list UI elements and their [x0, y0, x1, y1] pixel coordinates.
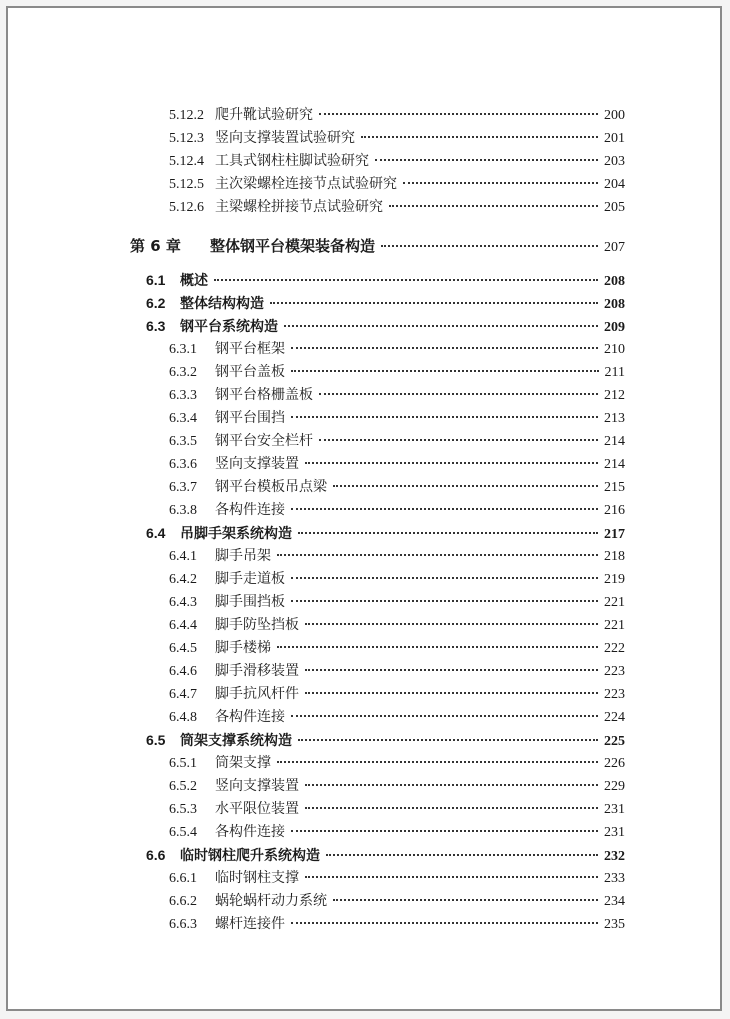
section-number: 6.4.7 [169, 687, 197, 702]
document-page [6, 6, 722, 1011]
page-number: 221 [604, 618, 625, 633]
section-number: 6.3.1 [169, 342, 197, 357]
toc-entry [169, 106, 625, 125]
page-number: 224 [604, 710, 625, 725]
section-title: 蜗轮蜗杆动力系统 [215, 893, 327, 909]
toc-entry [169, 455, 625, 474]
section-title: 竖向支撑装置试验研究 [215, 130, 355, 146]
toc-entry [169, 386, 625, 405]
toc-entry [169, 869, 625, 888]
section-title: 脚手吊架 [215, 548, 271, 564]
section-title: 各构件连接 [215, 709, 285, 725]
section-title: 钢平台模板吊点梁 [215, 479, 327, 495]
dot-leader [284, 325, 598, 327]
toc-entry [169, 616, 625, 635]
section-title: 吊脚手架系统构造 [180, 526, 292, 542]
section-title: 脚手防坠挡板 [215, 617, 299, 633]
dot-leader [305, 784, 598, 786]
page-number: 221 [604, 595, 625, 610]
section-number: 6.3.7 [169, 480, 197, 495]
dot-leader [389, 205, 598, 207]
section-title: 脚手滑移装置 [215, 663, 299, 679]
dot-leader [291, 577, 598, 579]
section-title: 脚手抗风杆件 [215, 686, 299, 702]
section-number: 6.4.2 [169, 572, 197, 587]
section-number: 6.2 [146, 295, 166, 311]
toc-chapter-entry [130, 237, 625, 257]
section-number: 6.3.3 [169, 388, 197, 403]
section-title: 工具式钢柱柱脚试验研究 [215, 153, 369, 169]
section-title: 爬升靴试验研究 [215, 107, 313, 123]
dot-leader [291, 715, 598, 717]
dot-leader [298, 739, 598, 741]
page-number: 208 [604, 274, 625, 289]
page-number: 225 [604, 734, 625, 749]
section-title: 概述 [180, 273, 208, 289]
dot-leader [305, 623, 598, 625]
page-number: 204 [604, 177, 625, 192]
toc-entry [169, 501, 625, 520]
page-number: 214 [604, 457, 625, 472]
section-number: 6.4.8 [169, 710, 197, 725]
page-number: 223 [604, 687, 625, 702]
toc-entry [169, 175, 625, 194]
dot-leader [326, 854, 598, 856]
chapter-title: 整体钢平台模架装备构造 [210, 237, 376, 255]
page-number: 207 [604, 240, 625, 255]
page-number: 210 [604, 342, 625, 357]
section-number: 6.3.8 [169, 503, 197, 518]
toc-entry [169, 754, 625, 773]
dot-leader [305, 669, 598, 671]
section-title: 脚手围挡板 [215, 594, 285, 610]
section-number: 5.12.5 [169, 177, 204, 192]
page-number: 217 [604, 527, 625, 542]
section-title: 主次梁螺栓连接节点试验研究 [215, 176, 397, 192]
page-number: 214 [604, 434, 625, 449]
page-number: 222 [604, 641, 625, 656]
page-number: 209 [604, 320, 625, 335]
dot-leader [277, 761, 598, 763]
page-number: 212 [604, 388, 625, 403]
section-number: 6.4.3 [169, 595, 197, 610]
section-title: 钢平台系统构造 [180, 319, 278, 335]
page-number: 200 [604, 108, 625, 123]
dot-leader [319, 393, 598, 395]
section-title: 竖向支撑装置 [215, 456, 299, 472]
toc-entry [169, 915, 625, 934]
page-number: 234 [604, 894, 625, 909]
toc-entry [169, 129, 625, 148]
section-title: 整体结构构造 [180, 296, 264, 312]
dot-leader [319, 113, 598, 115]
section-title: 各构件连接 [215, 824, 285, 840]
page-number: 216 [604, 503, 625, 518]
toc-section-entry [146, 524, 625, 544]
dot-leader [277, 554, 598, 556]
section-title: 螺杆连接件 [215, 916, 285, 932]
toc-entry [169, 777, 625, 796]
section-number: 5.12.2 [169, 108, 204, 123]
toc-entry [169, 363, 625, 382]
page-number: 201 [604, 131, 625, 146]
page-number: 231 [604, 825, 625, 840]
section-number: 6.3.5 [169, 434, 197, 449]
dot-leader [291, 370, 599, 372]
table-of-contents [8, 8, 720, 1009]
section-title: 钢平台框架 [215, 341, 285, 357]
section-title: 筒架支撑 [215, 755, 271, 771]
section-title: 临时钢柱支撑 [215, 870, 299, 886]
page-number: 226 [604, 756, 625, 771]
section-title: 各构件连接 [215, 502, 285, 518]
toc-entry [169, 593, 625, 612]
toc-entry [169, 570, 625, 589]
toc-entry [169, 685, 625, 704]
page-number: 218 [604, 549, 625, 564]
dot-leader [333, 485, 598, 487]
dot-leader [270, 302, 598, 304]
toc-section-entry [146, 317, 625, 337]
dot-leader [305, 692, 598, 694]
dot-leader [361, 136, 598, 138]
section-number: 6.1 [146, 272, 166, 288]
page-number: 211 [604, 365, 625, 380]
toc-entry [169, 639, 625, 658]
page-number: 233 [604, 871, 625, 886]
section-number: 6.5 [146, 732, 166, 748]
toc-entry [169, 800, 625, 819]
toc-entry [169, 198, 625, 217]
section-title: 临时钢柱爬升系统构造 [180, 848, 320, 864]
dot-leader [291, 347, 598, 349]
section-number: 5.12.3 [169, 131, 204, 146]
toc-entry [169, 432, 625, 451]
dot-leader [333, 899, 598, 901]
page-number: 203 [604, 154, 625, 169]
section-number: 6.4.4 [169, 618, 197, 633]
toc-entry [169, 892, 625, 911]
section-title: 主梁螺栓拼接节点试验研究 [215, 199, 383, 215]
section-number: 6.5.2 [169, 779, 197, 794]
section-title: 钢平台格栅盖板 [215, 387, 313, 403]
page-number: 215 [604, 480, 625, 495]
dot-leader [375, 159, 598, 161]
section-title: 脚手楼梯 [215, 640, 271, 656]
toc-entry [169, 152, 625, 171]
toc-section-entry [146, 731, 625, 751]
dot-leader [298, 532, 598, 534]
section-number: 6.3.6 [169, 457, 197, 472]
toc-entry [169, 662, 625, 681]
section-title: 钢平台安全栏杆 [215, 433, 313, 449]
dot-leader [291, 508, 598, 510]
section-number: 6.5.1 [169, 756, 197, 771]
page-number: 231 [604, 802, 625, 817]
dot-leader [277, 646, 598, 648]
section-number: 6.4 [146, 525, 166, 541]
dot-leader [319, 439, 598, 441]
section-number: 5.12.6 [169, 200, 204, 215]
page-number: 223 [604, 664, 625, 679]
dot-leader [403, 182, 598, 184]
toc-entry [169, 708, 625, 727]
page-number: 205 [604, 200, 625, 215]
toc-entry [169, 547, 625, 566]
dot-leader [291, 830, 598, 832]
dot-leader [305, 462, 598, 464]
toc-entry [169, 823, 625, 842]
section-number: 6.4.5 [169, 641, 197, 656]
section-number: 6.6.3 [169, 917, 197, 932]
section-number: 6.3 [146, 318, 166, 334]
toc-section-entry [146, 294, 625, 314]
toc-entry [169, 478, 625, 497]
section-title: 筒架支撑系统构造 [180, 733, 292, 749]
dot-leader [305, 807, 598, 809]
page-number: 208 [604, 297, 625, 312]
page-number: 229 [604, 779, 625, 794]
page-number: 213 [604, 411, 625, 426]
section-title: 水平限位装置 [215, 801, 299, 817]
toc-section-entry [146, 271, 625, 291]
section-title: 竖向支撑装置 [215, 778, 299, 794]
dot-leader [291, 416, 598, 418]
chapter-number: 第 6 章 [130, 237, 181, 255]
section-number: 5.12.4 [169, 154, 204, 169]
page-number: 219 [604, 572, 625, 587]
section-title: 脚手走道板 [215, 571, 285, 587]
section-number: 6.5.4 [169, 825, 197, 840]
dot-leader [214, 279, 598, 281]
page-number: 232 [604, 849, 625, 864]
section-number: 6.4.6 [169, 664, 197, 679]
section-number: 6.3.2 [169, 365, 197, 380]
toc-section-entry [146, 846, 625, 866]
section-title: 钢平台盖板 [215, 364, 285, 380]
section-number: 6.6.2 [169, 894, 197, 909]
section-number: 6.5.3 [169, 802, 197, 817]
dot-leader [305, 876, 598, 878]
section-number: 6.4.1 [169, 549, 197, 564]
toc-entry [169, 340, 625, 359]
dot-leader [381, 245, 598, 247]
section-number: 6.6.1 [169, 871, 197, 886]
dot-leader [291, 600, 598, 602]
dot-leader [291, 922, 598, 924]
page-number: 235 [604, 917, 625, 932]
section-number: 6.3.4 [169, 411, 197, 426]
toc-entry [169, 409, 625, 428]
section-title: 钢平台围挡 [215, 410, 285, 426]
section-number: 6.6 [146, 847, 166, 863]
